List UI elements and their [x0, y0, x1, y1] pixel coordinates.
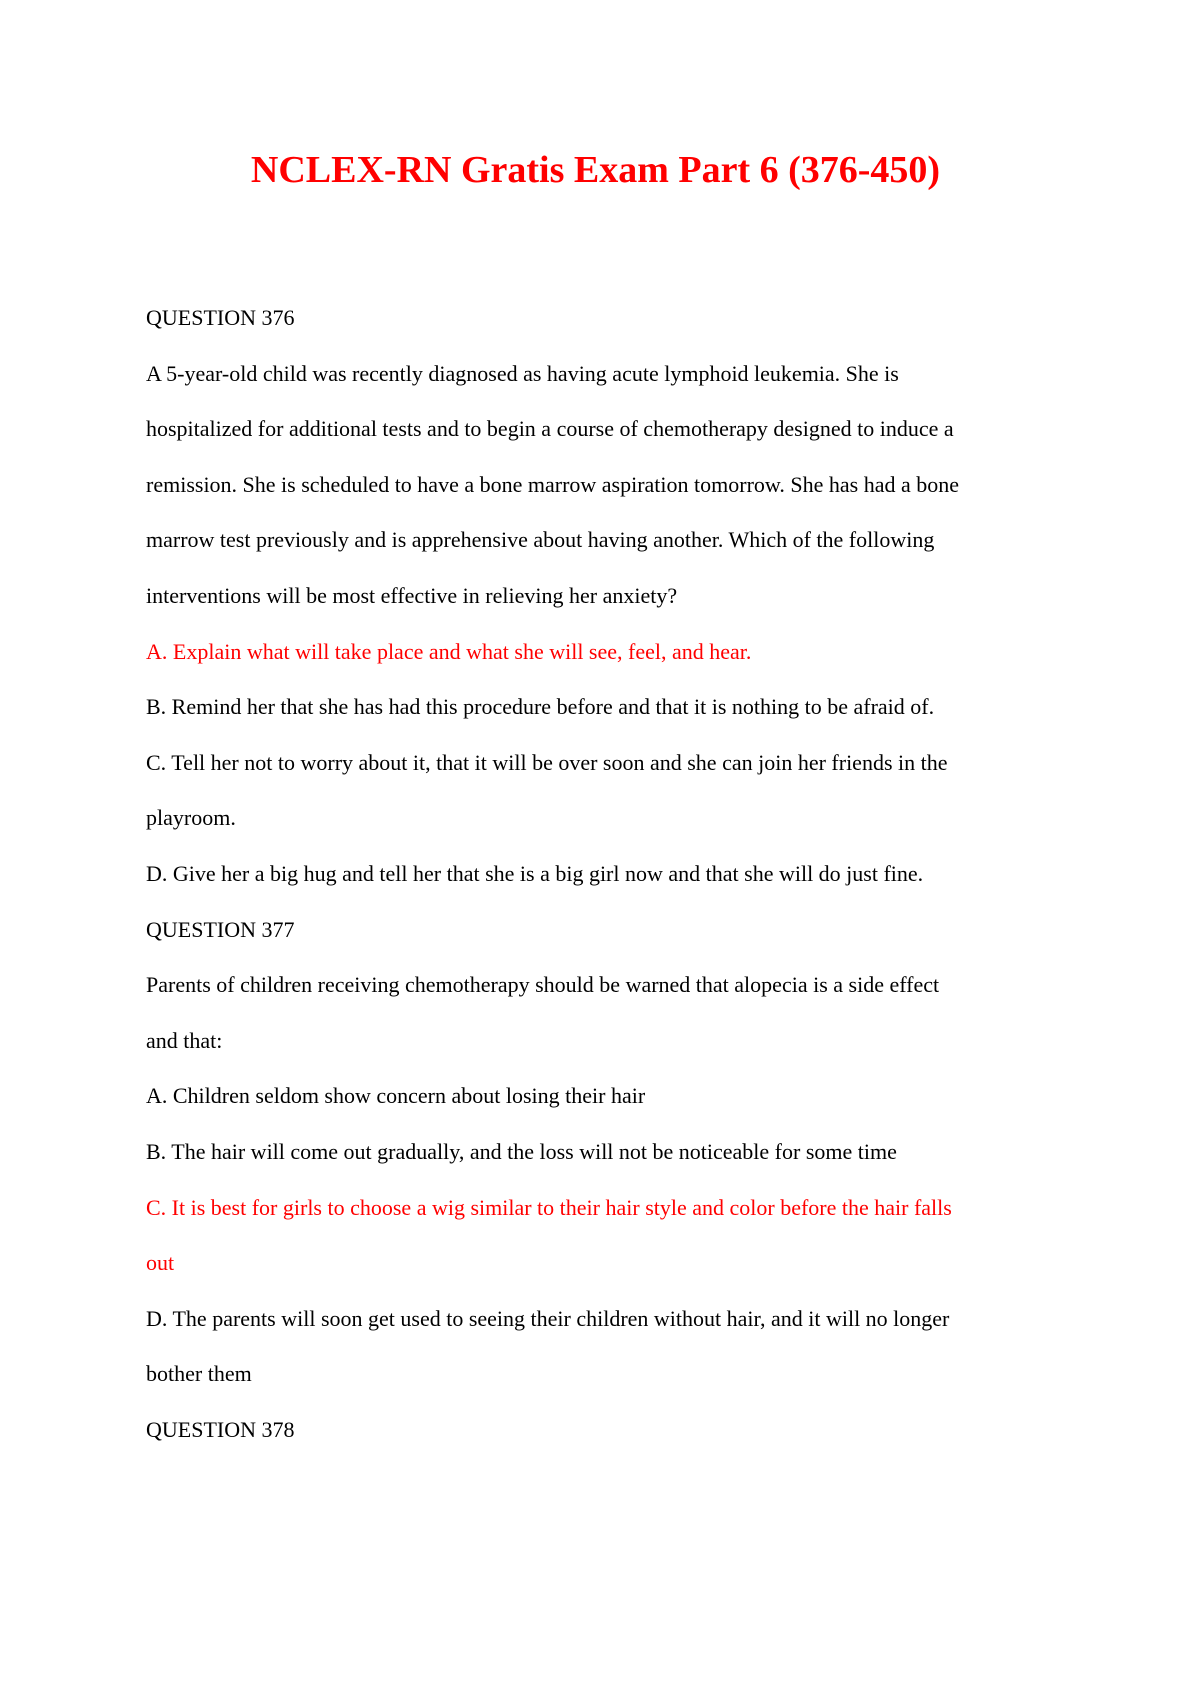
- option-d: D. Give her a big hug and tell her that she is a big girl now and that she will do just fine.: [146, 860, 924, 886]
- question-label: QUESTION 378: [146, 1416, 295, 1442]
- option-a: A. Children seldom show concern about losing their hair: [146, 1083, 646, 1109]
- stem-line: hospitalized for additional tests and to begin a course of chemotherapy designed to induce a: [146, 416, 954, 442]
- option-a-correct-answer: A. Explain what will take place and what she will see, feel, and hear.: [146, 638, 752, 664]
- stem-line: and that:: [146, 1027, 223, 1053]
- stem-line: remission. She is scheduled to have a bone marrow aspiration tomorrow. She has had a bone: [146, 471, 959, 497]
- stem-line: marrow test previously and is apprehensive about having another. Which of the following: [146, 527, 935, 553]
- question-378: [146, 1402, 1066, 1458]
- option-b: B. The hair will come out gradually, and the loss will not be noticeable for some time: [146, 1138, 897, 1164]
- question-377: [146, 902, 1066, 1402]
- stem-line: A 5-year-old child was recently diagnosed as having acute lymphoid leukemia. She is: [146, 360, 899, 386]
- document-body: [146, 290, 1066, 1457]
- option-d: [146, 1291, 1066, 1402]
- option-line: D. The parents will soon get used to seeing their children without hair, and it will no longer: [146, 1305, 950, 1331]
- question-label: QUESTION 377: [146, 916, 295, 942]
- document-title: NCLEX-RN Gratis Exam Part 6 (376-450): [250, 149, 941, 191]
- option-b: B. Remind her that she has had this procedure before and that it is nothing to be afraid of.: [146, 694, 935, 720]
- question-label: QUESTION 376: [146, 305, 295, 330]
- option-line: out: [146, 1250, 175, 1276]
- stem-line: Parents of children receiving chemotherapy should be warned that alopecia is a side effect: [146, 972, 940, 998]
- option-line: playroom.: [146, 805, 236, 831]
- option-line: C. It is best for girls to choose a wig similar to their hair style and color before the hair falls: [146, 1194, 952, 1220]
- stem-line: interventions will be most effective in relieving her anxiety?: [146, 582, 678, 608]
- question-376: [146, 290, 1066, 902]
- option-line: C. Tell her not to worry about it, that it will be over soon and she can join her friends in the: [146, 749, 948, 775]
- option-c: [146, 735, 1066, 846]
- question-stem: [146, 957, 1066, 1068]
- option-line: bother them: [146, 1361, 252, 1387]
- option-c-correct-answer: [146, 1180, 1066, 1291]
- question-stem: [146, 346, 1066, 624]
